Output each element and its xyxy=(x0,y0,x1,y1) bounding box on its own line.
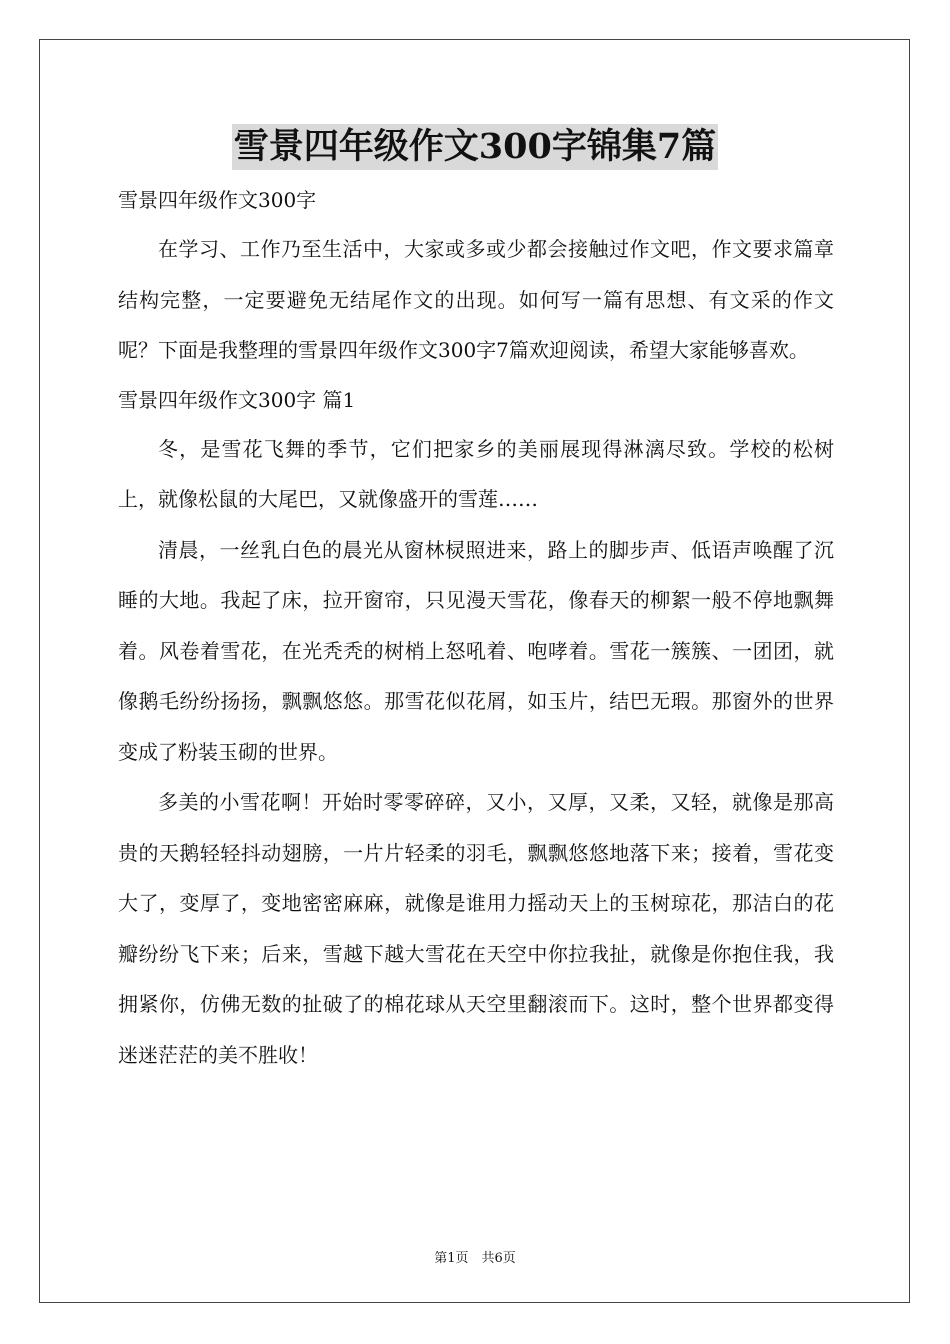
page-number: 第1页 共6页 xyxy=(434,1251,516,1266)
page-footer xyxy=(0,1247,950,1266)
document-title: 雪景四年级作文300字锦集7篇 xyxy=(232,124,718,170)
document-title-wrap xyxy=(0,124,950,170)
body-paragraph: 多美的小雪花啊！开始时零零碎碎，又小，又厚，又柔，又轻，就像是那高贵的天鹅轻轻抖动翅膀，一片片轻柔的羽毛，飘飘悠悠地落下来；接着，雪花变大了，变厚了，变地密密麻麻，就像是谁用力摇动天上的玉树琼花，那洁白的花瓣纷纷飞下来；后来，雪越下越大雪花在天空中你拉我扯，就像是你抱住我，我拥紧你，仿佛无数的扯破了的棉花球从天空里翻滚而下。这时，整个世界都变得迷迷茫茫的美不胜收！ xyxy=(118,790,834,1067)
document-body xyxy=(118,176,834,1080)
intro-paragraph: 在学习、工作乃至生活中，大家或多或少都会接触过作文吧，作文要求篇章结构完整，一定要避免无结尾作文的出现。如何写一篇有思想、有文采的作文呢？下面是我整理的雪景四年级作文300字7篇欢迎阅读，希望大家能够喜欢。 xyxy=(118,237,834,362)
body-paragraph: 清晨，一丝乳白色的晨光从窗林棂照进来，路上的脚步声、低语声唤醒了沉睡的大地。我起了床，拉开窗帘，只见漫天雪花，像春天的柳絮一般不停地飘舞着。风卷着雪花，在光秃秃的树梢上怒吼着、咆哮着。雪花一簇簇、一团团，就像鹅毛纷纷扬扬，飘飘悠悠。那雪花似花屑，如玉片，结巴无瑕。那窗外的世界变成了粉装玉砌的世界。 xyxy=(118,537,834,764)
body-paragraph: 冬，是雪花飞舞的季节，它们把家乡的美丽展现得淋漓尽致。学校的松树上，就像松鼠的大尾巴，又就像盛开的雪莲…… xyxy=(118,436,834,511)
section-heading: 雪景四年级作文300字 xyxy=(118,188,317,212)
part-heading: 雪景四年级作文300字 篇1 xyxy=(118,387,356,412)
